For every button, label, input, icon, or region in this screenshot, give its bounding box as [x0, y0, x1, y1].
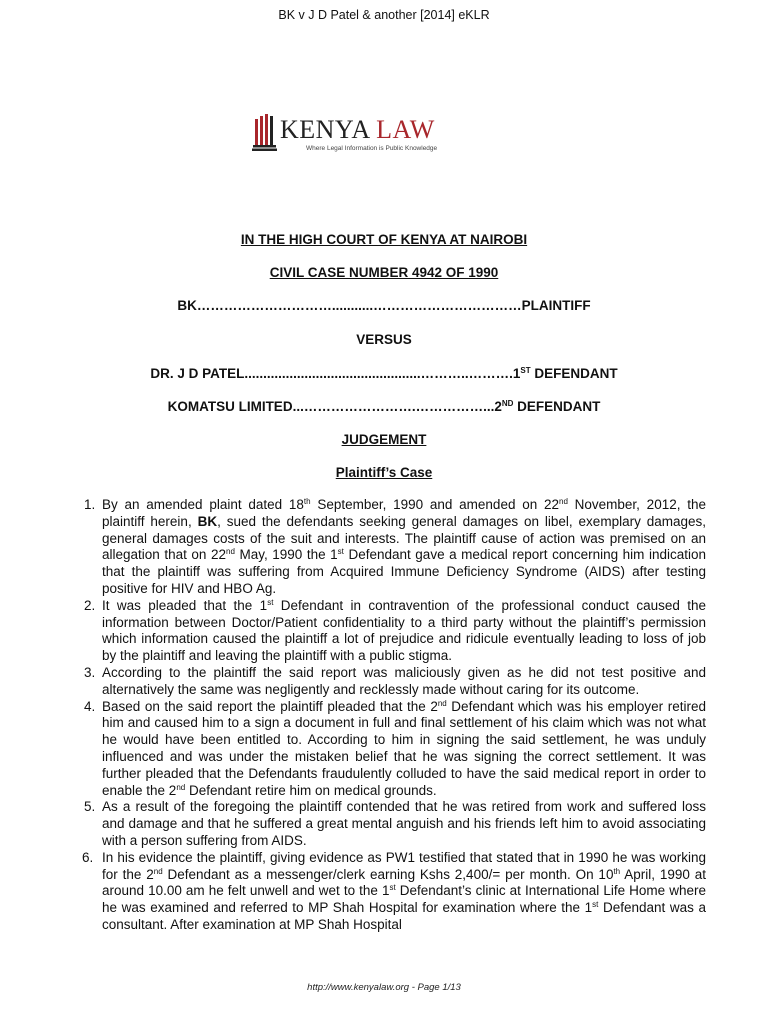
second-defendant-name: KOMATSU LIMITED...…………………….……………...2 [167, 399, 502, 414]
courthouse-icon [252, 113, 278, 153]
paragraph-number: 4. [84, 698, 96, 714]
paragraph-5: 5. As a result of the foregoing the plaintiff contended that he was retired from work and suffered loss and damage and that he suffered a great mental anguish and his friends left him to avoid associating with a person suffering from AIDS. [84, 799, 706, 848]
defendant-label: DEFENDANT [530, 366, 618, 381]
plaintiffs-case-heading: Plaintiff’s Case [335, 465, 433, 480]
kenya-law-logo [252, 113, 472, 159]
paragraph-number: 1. [84, 497, 96, 512]
paragraph-4: 4. Based on the said report the plaintiff pleaded that the 2nd Defendant which was his employer retired him and caused him to a sign a document in full and final settlement of his claim which was not what he would have been entitled to. According to him in signing the said settlement, he was unduly influenced and was under the mistaken belief that he was signing the correct settlement. It was further pleaded that the Defendants fraudulently colluded to have the said medical report in order to enable the 2nd Defendant retire him on medical grounds. [84, 698, 706, 798]
document-header: BK v J D Patel & another [2014] eKLR [278, 8, 490, 22]
case-number: CIVIL CASE NUMBER 4942 OF 1990 [269, 265, 499, 280]
first-defendant-line [0, 366, 768, 381]
paragraph-2: 2. It was pleaded that the 1st Defendant in contravention of the professional conduct caused the information between Doctor/Patient confidentiality to a third party without the plaintiff’s permission which information caused the plaintiff a lot of prejudice and ridicule eventually leading to loss of job by the plaintiff and leaving the plaintiff with a public stigma. [84, 597, 706, 664]
ordinal-sup: ND [501, 399, 514, 408]
paragraph-number: 2. [84, 597, 96, 613]
plaintiff-initials: BK [197, 513, 218, 529]
paragraph-number: 6. [82, 849, 94, 865]
paragraph-6: 6. In his evidence the plaintiff, giving evidence as PW1 testified that stated that in 1990 he was working for the 2nd Defendant as a messenger/clerk earning Kshs 2,400/= per month. On 10th April, 1990 at around 10.00 am he felt unwell and wet to the 1st Defendant’s clinic at International Life Home where he was examined and referred to MP Shah Hospital for examination where the 1st Defendant was a consultant. After examination at MP Shah Hospital [82, 849, 706, 932]
judgement-heading: JUDGEMENT [341, 432, 427, 447]
first-defendant-name: DR. J D PATEL...............................................………..……….1 [150, 366, 521, 381]
paragraph-1: 1. By an amended plaint dated 18th September, 1990 and amended on 22nd November, 2012, the plaintiff herein, BK, sued the defendants seeking general damages on libel, exemplary damages, general damages costs of the suit and interests. The plaintiff cause of action was premised on an allegation that on 22nd May, 1990 the 1st Defendant gave a medical report concerning him indication that the plaintiff was suffering from Acquired Immune Deficiency Syndrome (AIDS) after testing positive for HIV and HBO Ag. [84, 497, 706, 596]
versus-label: VERSUS [356, 332, 412, 347]
second-defendant-line [0, 399, 768, 414]
ordinal-sup: ST [520, 366, 531, 375]
logo-tagline: Where Legal Information is Public Knowledge [306, 145, 438, 152]
logo-wordmark [280, 115, 435, 145]
logo-word-kenya: KENYA [280, 115, 370, 144]
paragraph-3: 3. According to the plaintiff the said report was maliciously given as he did not test positive and alternatively the same was negligently and recklessly made without caring for its outcome. [84, 664, 706, 697]
court-title: IN THE HIGH COURT OF KENYA AT NAIROBI [240, 232, 528, 247]
page-footer: http://www.kenyalaw.org - Page 1/13 [307, 982, 461, 993]
paragraph-number: 3. [84, 664, 96, 680]
judgement-paragraphs [84, 497, 706, 934]
defendant-label: DEFENDANT [513, 399, 601, 414]
logo-word-law: LAW [376, 115, 435, 144]
paragraph-number: 5. [84, 799, 96, 815]
plaintiff-line: BK…………………………...........……………………………PLAINTIFF [177, 298, 591, 313]
